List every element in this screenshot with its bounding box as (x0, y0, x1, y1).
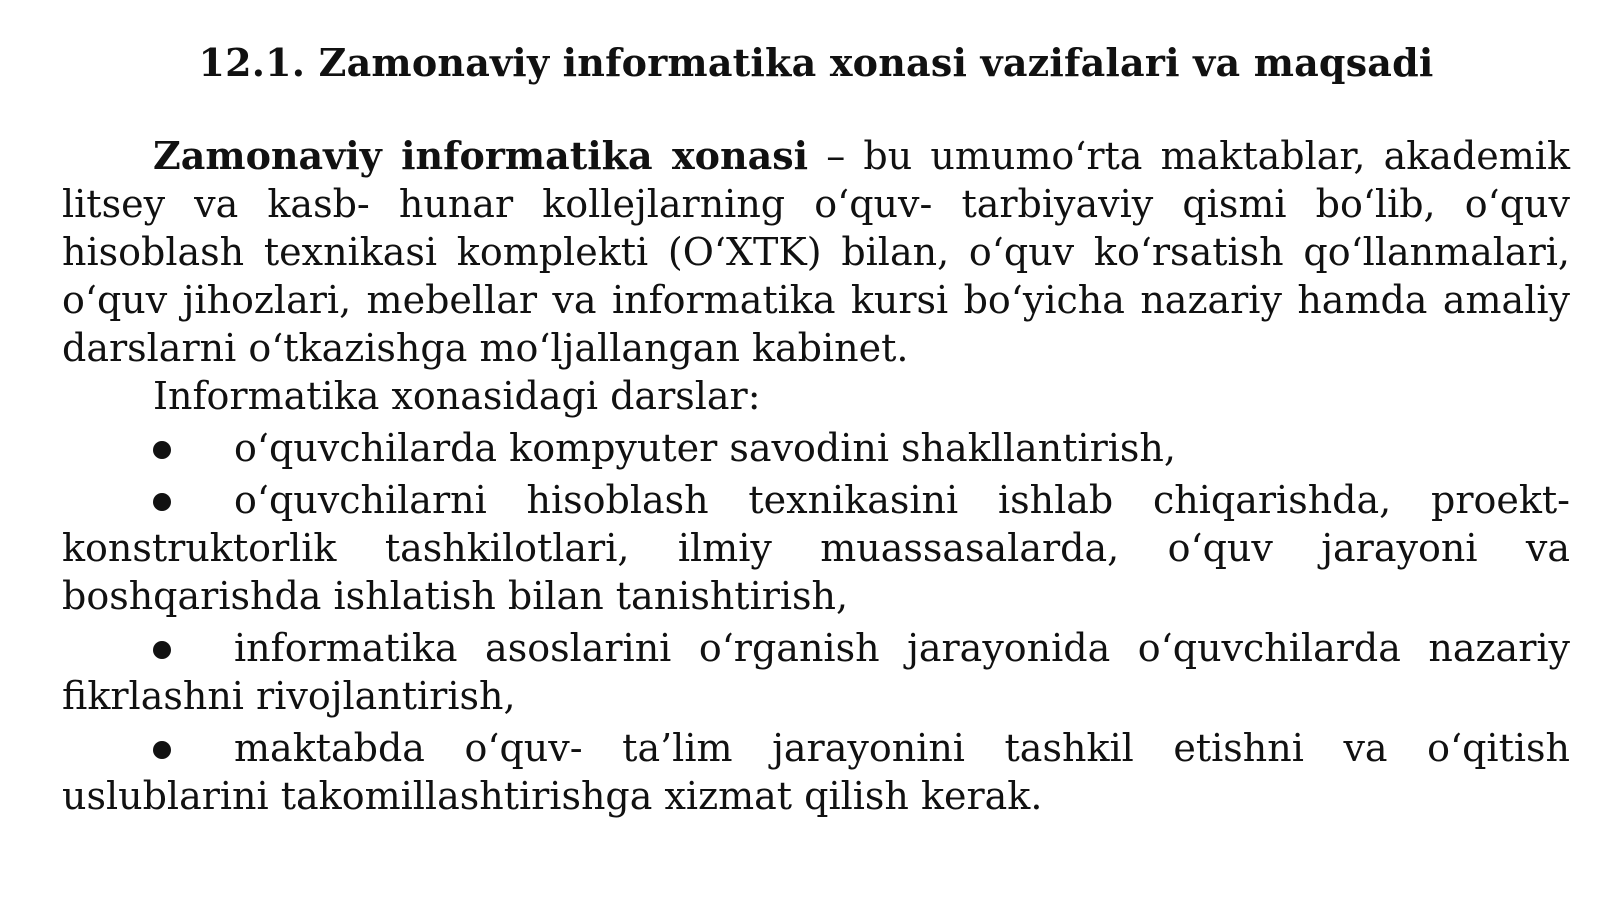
list-intro: Informatika xonasidagi darslar: (153, 374, 761, 418)
bullet-icon (153, 741, 171, 759)
list-item (62, 476, 1570, 620)
list-item-text: o‘quvchilarda kompyuter savodini shakllantirish, (234, 426, 1176, 470)
document-body (62, 132, 1570, 820)
bullet-icon (153, 441, 171, 459)
list-item (62, 724, 1570, 820)
defined-term: Zamonaviy informatika xonasi (153, 133, 809, 178)
list-item (62, 624, 1570, 720)
list-item-text: o‘quvchilarni hisoblash texnikasini ishlab chiqarishda, proekt-konstruktorlik tashkilotlari, ilmiy muassasalarda, o‘quv jarayoni va boshqarishda ishlatish bilan tanishtirish, (62, 478, 1570, 618)
bullet-icon (153, 641, 171, 659)
definition-text: – bu umumo‘rta maktablar, akademik litsey va kasb- hunar kollejlarning o‘quv- tarbiyaviy qismi bo‘lib, o‘quv hisoblash texnikasi komplekti (O‘XTK) bilan, o‘quv ko‘rsatish qo‘llanmalari, o‘quv jihozlari, mebellar va informatika kursi bo‘yicha nazariy hamda amaliy darslarni o‘tkazishga mo‘ljallangan kabinet. (62, 134, 1570, 370)
list-item-text: maktabda o‘quv- ta’lim jarayonini tashkil etishni va o‘qitish uslublarini takomillashtirishga xizmat qilish kerak. (62, 726, 1570, 818)
bullet-icon (153, 493, 171, 511)
list-item (62, 424, 1570, 472)
list-item-text: informatika asoslarini o‘rganish jarayonida o‘quvchilarda nazariy fikrlashni rivojlantirish, (62, 626, 1570, 718)
definition-paragraph (62, 132, 1570, 372)
lesson-goals-list (62, 424, 1570, 820)
section-heading: 12.1. Zamonaviy informatika xonasi vazifalari va maqsadi (198, 40, 1434, 85)
